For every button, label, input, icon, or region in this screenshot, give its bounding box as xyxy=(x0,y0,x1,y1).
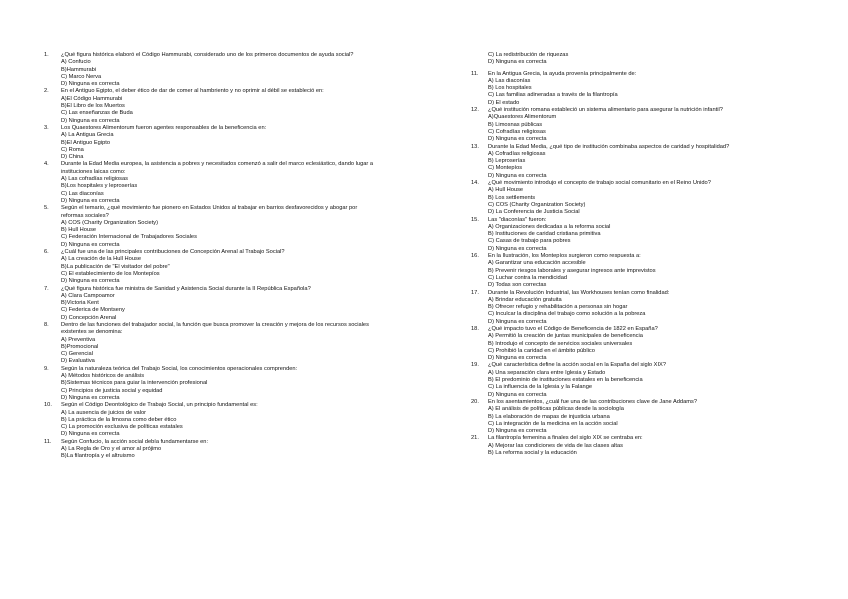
question-text: Durante la Edad Media europea, la asistencia a pobres y necesitados comenzó a salir del marco eclesiástico, dando lugar a instituciones laicas como: xyxy=(61,161,374,175)
answer-option: B) Los hospitales xyxy=(488,85,532,92)
answer-option: C) Federica de Montseny xyxy=(61,307,125,314)
answer-option: B)Promocional xyxy=(61,343,99,350)
question-text: En el Antiguo Egipto, el deber ético de dar de comer al hambriento y no oprimir al débil se estableció en: xyxy=(61,88,324,95)
question-block xyxy=(44,439,374,461)
question-header xyxy=(471,180,801,187)
answer-option: C) Casas de trabajo para pobres xyxy=(488,238,571,245)
answer-option: A) La ausencia de juicios de valor xyxy=(61,409,147,416)
answer-option: B) Ofrecer refugio y rehabilitación a personas sin hogar xyxy=(488,304,628,311)
question-block xyxy=(44,52,374,88)
question-header xyxy=(44,88,374,95)
answer-option: C) La redistribución de riquezas xyxy=(488,52,569,58)
question-text: Según el Código Deontológico de Trabajo Social, un principio fundamental es: xyxy=(61,402,258,409)
question-text: Las "diaconías" fueron: xyxy=(488,216,547,223)
answer-option: D) Ninguna es correcta xyxy=(488,355,547,362)
question-block xyxy=(471,399,801,435)
answer-option: D) Ninguna es correcta xyxy=(488,245,547,252)
answer-option: C) Federación Internacional de Trabajadores Sociales xyxy=(61,234,197,241)
answer-option: A) Cofradías religiosas xyxy=(488,150,546,157)
answer-option: D) Ninguna es correcta xyxy=(61,431,120,438)
answer-option: D) Ninguna es correcta xyxy=(61,117,120,124)
question-header xyxy=(471,362,801,369)
question-block xyxy=(44,249,374,285)
answer-option: C) La integración de la medicina en la acción social xyxy=(488,420,618,427)
question-block xyxy=(471,290,801,326)
question-text: Dentro de las funciones del trabajador social, la función que busca promover la creación y mejora de los recursos sociales existentes se denomina: xyxy=(61,321,369,336)
question-block xyxy=(44,88,374,124)
answer-option: D) Ninguna es correcta xyxy=(488,428,547,435)
answer-option: A) Mejorar las condiciones de vida de las clases altas xyxy=(488,442,623,449)
answer-option: B)La filantropía y el altruismo xyxy=(61,453,135,460)
answer-option: B) Los settlements xyxy=(488,194,536,201)
answer-option: D) Evaluativa xyxy=(61,358,95,365)
answer-option: A) Permitió la creación de juntas municipales de beneficencia xyxy=(488,333,643,340)
question-number: 18. xyxy=(471,325,479,332)
question-number: 11. xyxy=(44,438,52,445)
question-text: En los asentamientos, ¿cuál fue una de las contribuciones clave de Jane Addams? xyxy=(488,398,697,405)
question-text: ¿Qué movimiento introdujo el concepto de trabajo social comunitario en el Reino Unido? xyxy=(488,180,711,187)
question-block xyxy=(44,286,374,322)
answer-option: A) La Antigua Grecia xyxy=(61,132,114,139)
question-header xyxy=(471,399,801,406)
answer-option: A) COS (Charity Organization Society) xyxy=(61,219,159,226)
question-number: 7. xyxy=(44,285,49,292)
question-text: La filantropía femenina a finales del siglo XIX se centraba en: xyxy=(488,435,643,442)
answer-option: A) Brindar educación gratuita xyxy=(488,296,562,303)
question-number: 11. xyxy=(471,70,479,77)
question-header xyxy=(44,322,374,337)
left-column xyxy=(44,52,374,461)
question-number: 16. xyxy=(471,253,479,260)
answer-option: A) Las cofradías religiosas xyxy=(61,176,129,183)
answer-option: C) La promoción exclusiva de políticas estatales xyxy=(61,424,183,431)
answer-option: A) Preventiva xyxy=(61,336,96,343)
answer-option: C) Las diaconías xyxy=(61,190,104,197)
answer-option: A) Las diaconías xyxy=(488,77,531,84)
answer-option: B)La publicación de "El visitador del pobre" xyxy=(61,263,170,270)
answer-option: A) Métodos históricos de análisis xyxy=(61,373,145,380)
question-text: En la Ilustración, los Montepíos surgieron como respuesta a: xyxy=(488,253,641,260)
question-number: 3. xyxy=(44,124,49,131)
answer-option: A)El Código Hammurabi xyxy=(61,95,123,102)
answer-option: C) COS (Charity Organization Society) xyxy=(488,201,586,208)
answer-option: D) Ninguna es correcta xyxy=(61,197,120,204)
question-header xyxy=(471,217,801,224)
question-header xyxy=(44,205,374,220)
question-block xyxy=(44,366,374,402)
question-header xyxy=(471,144,801,151)
answer-option: B) Instituciones de caridad cristiana primitiva xyxy=(488,231,601,238)
answer-option: D) Ninguna es correcta xyxy=(488,391,547,398)
question-text: Los Quaestores Alimentorum fueron agentes responsables de la beneficencia en: xyxy=(61,124,267,131)
question-text: Según Confucio, la acción social debía fundamentarse en: xyxy=(61,438,209,445)
answer-option: B)El Libro de los Muertos xyxy=(61,103,125,110)
answer-option: D) La Conferencia de Justicia Social xyxy=(488,209,580,216)
answer-option: B) El predominio de instituciones estatales en la beneficencia xyxy=(488,377,643,384)
question-text: Según la naturaleza teórica del Trabajo Social, los conocimientos operacionales comprenden: xyxy=(61,365,298,372)
question-text: Según el temario, ¿qué movimiento fue pionero en Estados Unidos al trabajar en barrios desfavorecidos y abogar por reformas sociales? xyxy=(61,205,358,219)
question-block xyxy=(44,161,374,205)
answer-option: B)El Antiguo Egipto xyxy=(61,139,111,146)
question-block xyxy=(471,326,801,362)
answer-option: B) Limosnas públicas xyxy=(488,121,543,128)
question-header xyxy=(471,435,801,442)
answer-option: A)Quaestores Alimentorum xyxy=(488,114,557,121)
answer-option: C) Cofradías religiosas xyxy=(488,128,546,135)
answer-option: D) Ninguna es correcta xyxy=(61,394,120,401)
question-text: ¿Qué institución romana estableció un sistema alimentario para asegurar la nutrición infantil? xyxy=(488,107,723,114)
question-header xyxy=(44,439,374,446)
question-header xyxy=(471,71,801,78)
question-block xyxy=(471,180,801,216)
answer-option: C) La influencia de la Iglesia y la Falange xyxy=(488,384,593,391)
question-number: 17. xyxy=(471,289,479,296)
question-number: 2. xyxy=(44,88,49,95)
answer-option: B) La práctica de la limosna como deber ético xyxy=(61,416,177,423)
question-block xyxy=(44,125,374,161)
question-header xyxy=(471,326,801,333)
answer-option: B) La reforma social y la educación xyxy=(488,450,577,457)
answer-option: D) Ninguna es correcta xyxy=(61,278,120,285)
answer-option: A) Clara Campoamor xyxy=(61,292,115,299)
question-block xyxy=(471,107,801,143)
answer-option: A) Hull House xyxy=(488,187,524,194)
question-number: 1. xyxy=(44,52,49,58)
question-number: 6. xyxy=(44,249,49,256)
answer-option: C) Marco Nerva xyxy=(61,73,102,80)
answer-option: D) Ninguna es correcta xyxy=(488,59,547,66)
question-header xyxy=(44,249,374,256)
answer-option: B) Leproserías xyxy=(488,158,526,165)
answer-option: B)Victoria Kent xyxy=(61,300,99,307)
answer-option: D) Concepción Arenal xyxy=(61,314,117,321)
answer-option: C) Roma xyxy=(61,146,84,153)
question-header xyxy=(44,366,374,373)
question-number: 8. xyxy=(44,321,49,328)
question-block xyxy=(471,71,801,107)
answer-option: C) Montepíos xyxy=(488,165,523,172)
question-text: ¿Cuál fue una de las principales contribuciones de Concepción Arenal al Trabajo Social? xyxy=(61,249,285,256)
question-text: ¿Qué figura histórica fue ministra de Sanidad y Asistencia Social durante la II República Española? xyxy=(61,285,311,292)
answer-option: B) Introdujo el concepto de servicios sociales universales xyxy=(488,340,633,347)
answer-option: C) Luchar contra la mendicidad xyxy=(488,274,568,281)
question-block xyxy=(44,322,374,366)
answer-option: D) Todas son correctas xyxy=(488,282,547,289)
question-block xyxy=(471,144,801,180)
answer-option: A) La Regla de Oro y el amor al prójimo xyxy=(61,446,162,453)
question-number: 15. xyxy=(471,216,479,223)
answer-option: D) Ninguna es correcta xyxy=(488,318,547,325)
answer-option: C) El establecimiento de los Montepíos xyxy=(61,270,160,277)
question-block xyxy=(44,402,374,438)
answer-option: A) Garantizar una educación accesible xyxy=(488,260,586,267)
question-block xyxy=(471,253,801,289)
answer-option: B) Prevenir riesgos laborales y asegurar ingresos ante imprevistos xyxy=(488,267,656,274)
question-text: Durante la Revolución Industrial, las Workhouses tenían como finalidad: xyxy=(488,289,670,296)
question-header xyxy=(471,290,801,297)
question-header xyxy=(471,253,801,260)
answer-option: C) Principios de justicia social y equidad xyxy=(61,387,163,394)
answer-option: A) Organizaciones dedicadas a la reforma social xyxy=(488,223,611,230)
question-number: 13. xyxy=(471,143,479,150)
question-header xyxy=(44,52,374,59)
question-text: ¿Qué impacto tuvo el Código de Beneficencia de 1822 en España? xyxy=(488,325,658,332)
answer-option: B)Hammurabi xyxy=(61,66,97,73)
question-number: 4. xyxy=(44,161,49,168)
question-number: 12. xyxy=(471,107,479,114)
answer-option: D) El estado xyxy=(488,99,520,106)
answer-option: D) Ninguna es correcta xyxy=(488,172,547,179)
question-number: 10. xyxy=(44,402,52,409)
question-text: ¿Qué figura histórica elaboró el Código Hammurabi, considerado uno de los primeros documentos de ayuda social? xyxy=(61,52,354,58)
question-number: 14. xyxy=(471,180,479,187)
answer-option: B)Los hospitales y leproserías xyxy=(61,183,138,190)
question-number: 9. xyxy=(44,365,49,372)
question-number: 19. xyxy=(471,362,479,369)
question-header xyxy=(471,107,801,114)
answer-option: A) Confucio xyxy=(61,59,91,66)
answer-option: C) Inculcar la disciplina del trabajo como solución a la pobreza xyxy=(488,311,646,318)
question-header xyxy=(44,161,374,176)
question-number: 20. xyxy=(471,398,479,405)
question-block xyxy=(44,205,374,249)
question-block xyxy=(471,435,801,457)
answer-option: B) Hull House xyxy=(61,227,97,234)
question-block xyxy=(471,217,801,253)
question-text: Durante la Edad Media, ¿qué tipo de institución combinaba aspectos de caridad y hospitalidad? xyxy=(488,143,730,150)
right-column xyxy=(471,52,801,457)
answer-option: D) Ninguna es correcta xyxy=(61,241,120,248)
question-number: 5. xyxy=(44,205,49,212)
answer-option: A) Una separación clara entre Iglesia y Estado xyxy=(488,369,606,376)
question-header xyxy=(44,125,374,132)
question-text: En la Antigua Grecia, la ayuda provenía principalmente de: xyxy=(488,70,637,77)
answer-option: C) Las familias adineradas a través de la filantropía xyxy=(488,92,618,99)
answer-option: B)Sistemas técnicos para guiar la intervención profesional xyxy=(61,380,208,387)
question-header xyxy=(44,402,374,409)
answer-option: A) La creación de la Hull House xyxy=(61,256,141,263)
question-text: ¿Qué característica define la acción social en la España del siglo XIX? xyxy=(488,362,666,369)
question-header xyxy=(44,286,374,293)
answer-option: D) Ninguna es correcta xyxy=(488,136,547,143)
question-block xyxy=(471,362,801,398)
answer-option: B) La elaboración de mapas de injusticia urbana xyxy=(488,413,610,420)
question-block xyxy=(471,52,801,71)
answer-option: C) Las enseñanzas de Buda xyxy=(61,110,133,117)
answer-option: C) Gerencial xyxy=(61,351,93,358)
answer-option: D) Ninguna es correcta xyxy=(61,81,120,88)
answer-option: A) El análisis de políticas públicas desde la sociología xyxy=(488,406,624,413)
answer-option: C) Prohibió la caridad en el ámbito público xyxy=(488,347,595,354)
answer-option: D) China xyxy=(61,154,84,161)
question-number: 21. xyxy=(471,435,479,442)
